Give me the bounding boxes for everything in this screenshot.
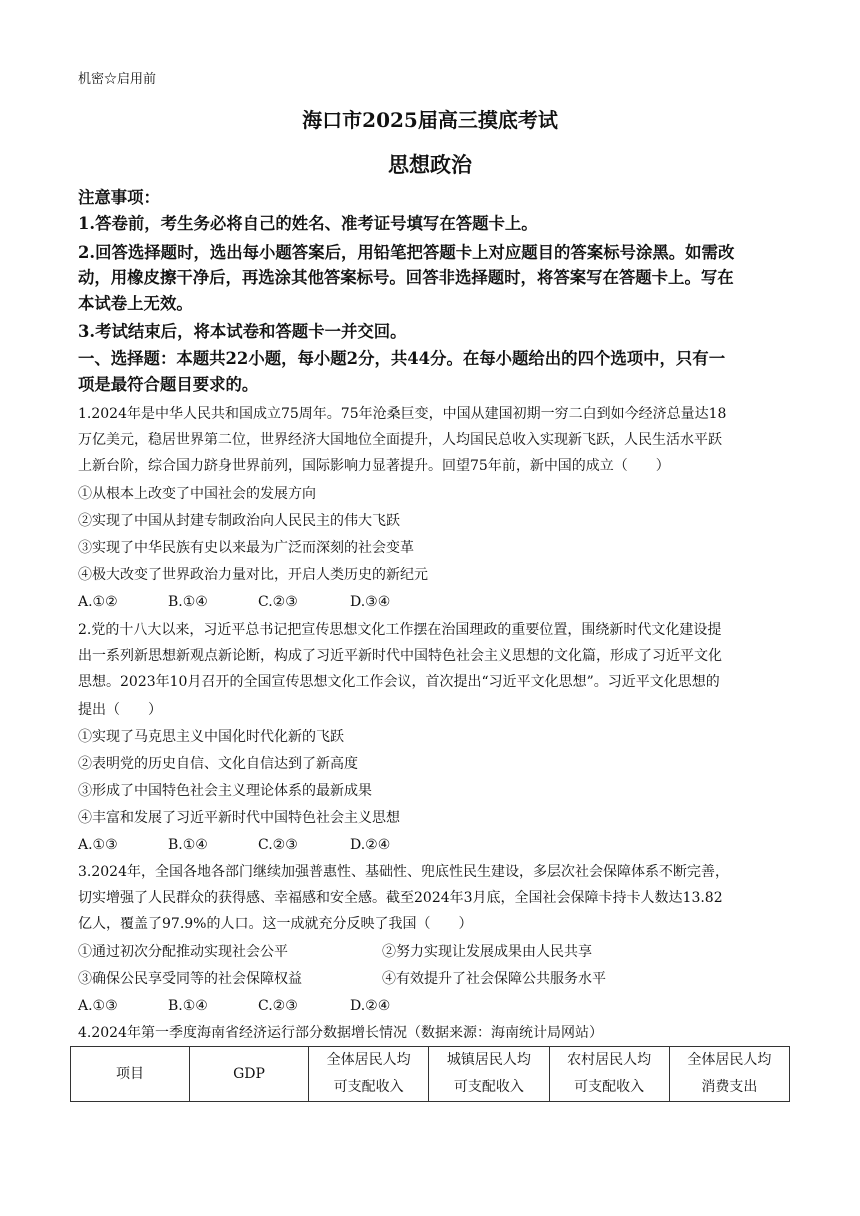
- question-item: ①实现了马克思主义中国化时代化新的飞跃: [78, 729, 344, 745]
- question-stem: 提出（ ）: [78, 702, 162, 718]
- notice-line: 动，用橡皮擦干净后，再选涂其他答案标号。回答非选择题时，将答案写在答题卡上。写在: [78, 268, 734, 287]
- answer-option-d: D.③④: [350, 594, 391, 610]
- question-stem: 出一系列新思想新观点新论断，构成了习近平新时代中国特色社会主义思想的文化篇，形成了习近平文化: [78, 648, 722, 664]
- table-header-cell: [429, 1047, 549, 1102]
- section-heading: 一、选择题：本题共22小题，每小题2分，共44分。在每小题给出的四个选项中，只有一: [78, 349, 726, 368]
- question-stem: 思想。2023年10月召开的全国宣传思想文化工作会议，首次提出“习近平文化思想”。习近平文化思想的: [78, 674, 720, 690]
- question-item: ②表明党的历史自信、文化自信达到了新高度: [78, 756, 358, 772]
- answer-option-b: B.①④: [168, 594, 208, 610]
- header-text: 农村居民人均: [567, 1052, 652, 1068]
- question-stem: 亿人，覆盖了97.9%的人口。这一成就充分反映了我国（ ）: [78, 916, 473, 932]
- question-stem: 切实增强了人民群众的获得感、幸福感和安全感。截至2024年3月底，全国社会保障卡持卡人数达13.82: [78, 890, 723, 906]
- question-stem: 3.2024年，全国各地各部门继续加强普惠性、基础性、兜底性民生建设，多层次社会保障体系不断完善，: [78, 864, 729, 880]
- subject-title: 思想政治: [388, 152, 472, 177]
- question-item: ①从根本上改变了中国社会的发展方向: [78, 486, 316, 502]
- answer-option-b: B.①④: [168, 998, 208, 1014]
- answer-option-b: B.①④: [168, 837, 208, 853]
- question-item: ③形成了中国特色社会主义理论体系的最新成果: [78, 783, 372, 799]
- answer-option-d: D.②④: [350, 837, 391, 853]
- notice-line: 1.答卷前，考生务必将自己的姓名、准考证号填写在答题卡上。: [78, 214, 538, 233]
- answer-option-c: C.②③: [258, 837, 298, 853]
- confidential-mark: 机密☆启用前: [78, 72, 157, 87]
- question-stem: 1.2024年是中华人民共和国成立75周年。75年沧桑巨变，中国从建国初期一穷二白到如今经济总量达18: [78, 406, 727, 422]
- answer-option-a: A.①③: [78, 998, 118, 1014]
- table-header-cell: [71, 1047, 190, 1102]
- question-item: ④极大改变了世界政治力量对比，开启人类历史的新纪元: [78, 567, 428, 583]
- answer-option-a: A.①③: [78, 837, 118, 853]
- exam-title: 海口市2025届高三摸底考试: [302, 108, 558, 132]
- table-header-cell: [669, 1047, 789, 1102]
- question-stem: 上新台阶，综合国力跻身世界前列，国际影响力显著提升。回望75年前，新中国的成立（ ）: [78, 458, 670, 474]
- answer-option-a: A.①②: [78, 594, 118, 610]
- table-header-row: [71, 1047, 790, 1102]
- header-text: 城镇居民人均: [446, 1052, 531, 1068]
- question-item: ②努力实现让发展成果由人民共享: [382, 944, 592, 960]
- table-header-cell: [549, 1047, 669, 1102]
- answer-option-c: C.②③: [258, 998, 298, 1014]
- question-item: ③实现了中华民族有史以来最为广泛而深刻的社会变革: [78, 540, 414, 556]
- header-text: GDP: [233, 1065, 265, 1082]
- table-header-cell: [309, 1047, 429, 1102]
- notice-line: 本试卷上无效。: [78, 294, 193, 313]
- question-stem: 万亿美元，稳居世界第二位，世界经济大国地位全面提升，人均国民总收入实现新飞跃，人民生活水平跃: [78, 432, 722, 448]
- question-stem: 4.2024年第一季度海南省经济运行部分数据增长情况（数据来源：海南统计局网站）: [78, 1025, 603, 1041]
- question-stem: 2.党的十八大以来，习近平总书记把宣传思想文化工作摆在治国理政的重要位置，围绕新时代文化建设提: [78, 622, 722, 638]
- section-heading: 项是最符合题目要求的。: [78, 375, 259, 394]
- header-text: 全体居民人均: [326, 1052, 411, 1068]
- notice-line: 3.考试结束后，将本试卷和答题卡一并交回。: [78, 322, 407, 341]
- answer-option-c: C.②③: [258, 594, 298, 610]
- notice-heading: 注意事项：: [78, 188, 160, 207]
- header-text: 可支配收入: [333, 1079, 404, 1095]
- question-item: ④丰富和发展了习近平新时代中国特色社会主义思想: [78, 810, 400, 826]
- data-table: [70, 1046, 790, 1102]
- header-text: 项目: [116, 1065, 144, 1082]
- header-text: 全体居民人均: [687, 1052, 772, 1068]
- question-item: ④有效提升了社会保障公共服务水平: [382, 971, 606, 987]
- question-item: ③确保公民享受同等的社会保障权益: [78, 971, 302, 987]
- header-text: 可支配收入: [574, 1079, 645, 1095]
- question-item: ②实现了中国从封建专制政治向人民民主的伟大飞跃: [78, 513, 400, 529]
- answer-option-d: D.②④: [350, 998, 391, 1014]
- table-header-cell: [190, 1047, 309, 1102]
- header-text: 可支配收入: [453, 1079, 524, 1095]
- question-item: ①通过初次分配推动实现社会公平: [78, 944, 288, 960]
- notice-line: 2.回答选择题时，选出每小题答案后，用铅笔把答题卡上对应题目的答案标号涂黑。如需改: [78, 243, 735, 262]
- header-text: 消费支出: [701, 1079, 758, 1095]
